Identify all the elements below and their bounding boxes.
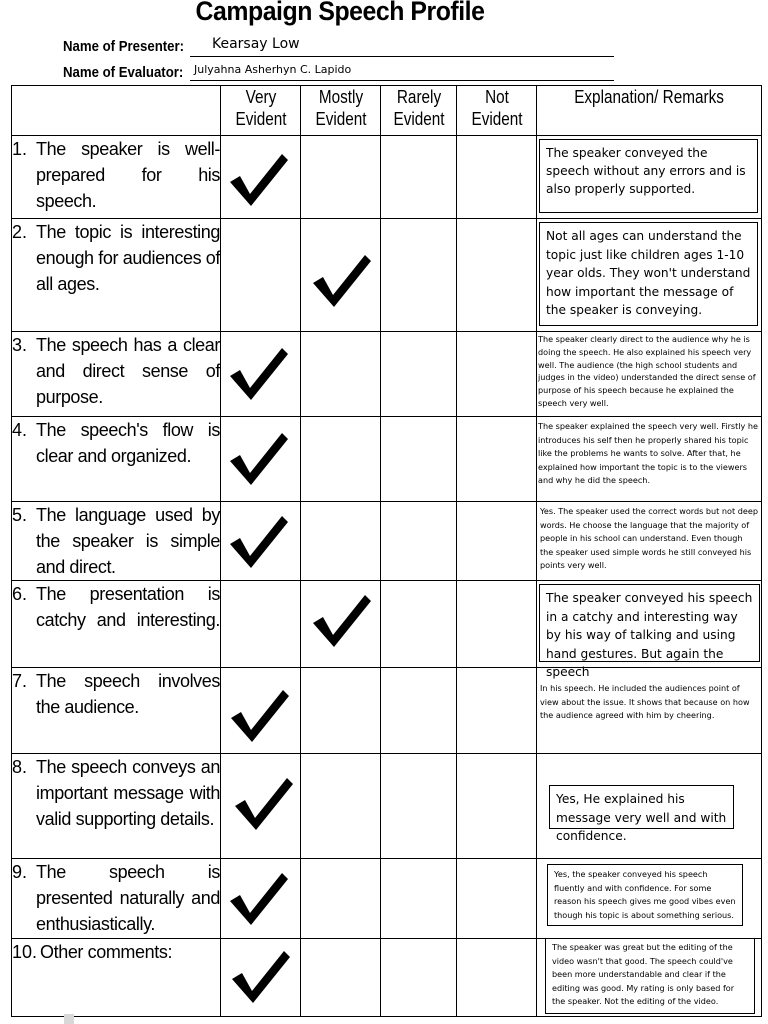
not-evident-cell[interactable] — [457, 219, 537, 332]
remark-box: The speaker conveyed his speech in a catchy and interesting way by his way of talking and using hand gestures. But again the speech — [539, 584, 760, 662]
criterion-cell: 4. The speech's flow is clear and organized. — [12, 417, 221, 502]
remark-cell — [537, 859, 762, 939]
criterion-cell: 10. Other comments: — [12, 939, 221, 1017]
rarely-evident-cell[interactable] — [381, 219, 457, 332]
table-row — [12, 136, 762, 219]
checkmark-icon — [229, 774, 299, 834]
mostly-evident-cell[interactable] — [301, 668, 381, 754]
mostly-evident-cell[interactable] — [301, 581, 381, 668]
remark-cell — [537, 502, 762, 581]
evaluator-label: Name of Evaluator: — [63, 64, 184, 81]
table-row — [12, 939, 762, 1017]
evaluator-line — [190, 80, 614, 81]
criterion-cell: 8. The speech conveys an important message with valid supporting details. — [12, 754, 221, 859]
page-title: Campaign Speech Profile — [195, 0, 485, 26]
remark-cell — [537, 754, 762, 859]
remark-box: The speaker was great but the editing of the video wasn't that good. The speech could've been more understandable and clear if the editing was good. My rating is only based for the speaker. Not the editing of the video. — [545, 938, 755, 1014]
header-not-evident: Not Evident — [457, 86, 537, 136]
not-evident-cell[interactable] — [457, 136, 537, 219]
table-row — [12, 668, 762, 754]
presenter-label: Name of Presenter: — [63, 38, 185, 55]
remark-cell — [537, 939, 762, 1017]
remark-cell — [537, 668, 762, 754]
mostly-evident-cell[interactable] — [301, 939, 381, 1017]
not-evident-cell[interactable] — [457, 859, 537, 939]
rarely-evident-cell[interactable] — [381, 754, 457, 859]
checkmark-icon — [307, 591, 377, 651]
mostly-evident-cell[interactable] — [301, 219, 381, 332]
remark-box: The speaker conveyed the speech without any errors and is also properly supported. — [539, 139, 758, 213]
very-evident-cell[interactable] — [221, 859, 301, 939]
header-remarks: Explanation/ Remarks — [537, 86, 762, 136]
table-row — [12, 754, 762, 859]
rarely-evident-cell[interactable] — [381, 332, 457, 417]
mostly-evident-cell[interactable] — [301, 417, 381, 502]
checkmark-icon — [225, 686, 295, 746]
criterion-cell: 9. The speech is presented naturally and enthusiastically. — [12, 859, 221, 939]
mostly-evident-cell[interactable] — [301, 502, 381, 581]
criterion-cell: 1. The speaker is well-prepared for his speech. — [12, 136, 221, 219]
mostly-evident-cell[interactable] — [301, 859, 381, 939]
not-evident-cell[interactable] — [457, 332, 537, 417]
rarely-evident-cell[interactable] — [381, 502, 457, 581]
not-evident-cell[interactable] — [457, 668, 537, 754]
header-mostly-evident: Mostly Evident — [301, 86, 381, 136]
very-evident-cell[interactable] — [221, 136, 301, 219]
not-evident-cell[interactable] — [457, 581, 537, 668]
presenter-name: Kearsay Low — [212, 36, 300, 52]
header-criterion — [12, 86, 221, 136]
header-rarely-evident: Rarely Evident — [381, 86, 457, 136]
rarely-evident-cell[interactable] — [381, 939, 457, 1017]
remark-text: The speaker clearly direct to the audience why he is doing the speech. He also explained his speech very well. The audience (the high school students and judges in the video) understanded the direct sense of purpose of his speech because he explained the speech very well. — [538, 334, 756, 408]
checkmark-icon — [224, 869, 294, 929]
remark-cell — [537, 136, 762, 219]
not-evident-cell[interactable] — [457, 754, 537, 859]
evaluation-table — [11, 85, 762, 1017]
very-evident-cell[interactable] — [221, 581, 301, 668]
remark-text: Yes. The speaker used the correct words but not deep words. He choose the language that the majority of people in his school can understand. Even though the speaker used simple words he still conveyed his points very well. — [540, 506, 758, 570]
checkmark-icon — [224, 512, 294, 572]
table-row — [12, 581, 762, 668]
very-evident-cell[interactable] — [221, 754, 301, 859]
remark-box: Not all ages can understand the topic just like children ages 1-10 year olds. They won't understand how important the message of the speaker is conveying. — [539, 222, 758, 326]
checkmark-icon — [224, 150, 294, 210]
criterion-cell: 3. The speech has a clear and direct sense of purpose. — [12, 332, 221, 417]
very-evident-cell[interactable] — [221, 219, 301, 332]
criterion-cell: 7. The speech involves the audience. — [12, 668, 221, 754]
mostly-evident-cell[interactable] — [301, 754, 381, 859]
header-row — [12, 86, 762, 136]
table-row — [12, 332, 762, 417]
remark-cell — [537, 581, 762, 679]
remark-cell — [537, 417, 762, 502]
criterion-cell: 6. The presentation is catchy and interesting. — [12, 581, 221, 668]
mostly-evident-cell[interactable] — [301, 332, 381, 417]
mostly-evident-cell[interactable] — [301, 136, 381, 219]
very-evident-cell[interactable] — [221, 417, 301, 502]
table-row — [12, 502, 762, 581]
remark-cell — [537, 332, 762, 417]
checkmark-icon — [224, 344, 294, 404]
remark-cell — [537, 219, 762, 332]
table-row — [12, 417, 762, 502]
table-row — [12, 859, 762, 939]
rarely-evident-cell[interactable] — [381, 581, 457, 668]
criterion-cell: 2. The topic is interesting enough for audiences of all ages. — [12, 219, 221, 332]
not-evident-cell[interactable] — [457, 417, 537, 502]
rarely-evident-cell[interactable] — [381, 668, 457, 754]
checkmark-icon — [307, 251, 377, 311]
presenter-line — [190, 56, 614, 57]
very-evident-cell[interactable] — [221, 502, 301, 581]
page-edge-mark — [64, 1014, 74, 1024]
not-evident-cell[interactable] — [457, 502, 537, 581]
remark-box: Yes, He explained his message very well and with confidence. — [549, 785, 734, 829]
header-very-evident: Very Evident — [221, 86, 301, 136]
not-evident-cell[interactable] — [457, 939, 537, 1017]
remark-text: The speaker explained the speech very well. Firstly he introduces his self then he properly shared his topic like the problems he wants to solve. After that, he explained how important the topic is to the viewers and why he did the speech. — [538, 421, 759, 485]
checkmark-icon — [226, 947, 296, 1007]
very-evident-cell[interactable] — [221, 332, 301, 417]
very-evident-cell[interactable] — [221, 939, 301, 1017]
table-row — [12, 219, 762, 332]
rarely-evident-cell[interactable] — [381, 136, 457, 219]
rarely-evident-cell[interactable] — [381, 859, 457, 939]
rarely-evident-cell[interactable] — [381, 417, 457, 502]
checkmark-icon — [224, 429, 294, 489]
remark-text: In his speech. He included the audiences point of view about the issue. It shows that because on how the audience agreed with him by cheering. — [540, 683, 750, 720]
evaluator-name: Julyahna Asherhyn C. Lapido — [194, 63, 352, 76]
criterion-cell: 5. The language used by the speaker is simple and direct. — [12, 502, 221, 581]
very-evident-cell[interactable] — [221, 668, 301, 754]
remark-box: Yes, the speaker conveyed his speech fluently and with confidence. For some reason his speech gives me good vibes even though his topic is about something serious. — [547, 864, 743, 926]
